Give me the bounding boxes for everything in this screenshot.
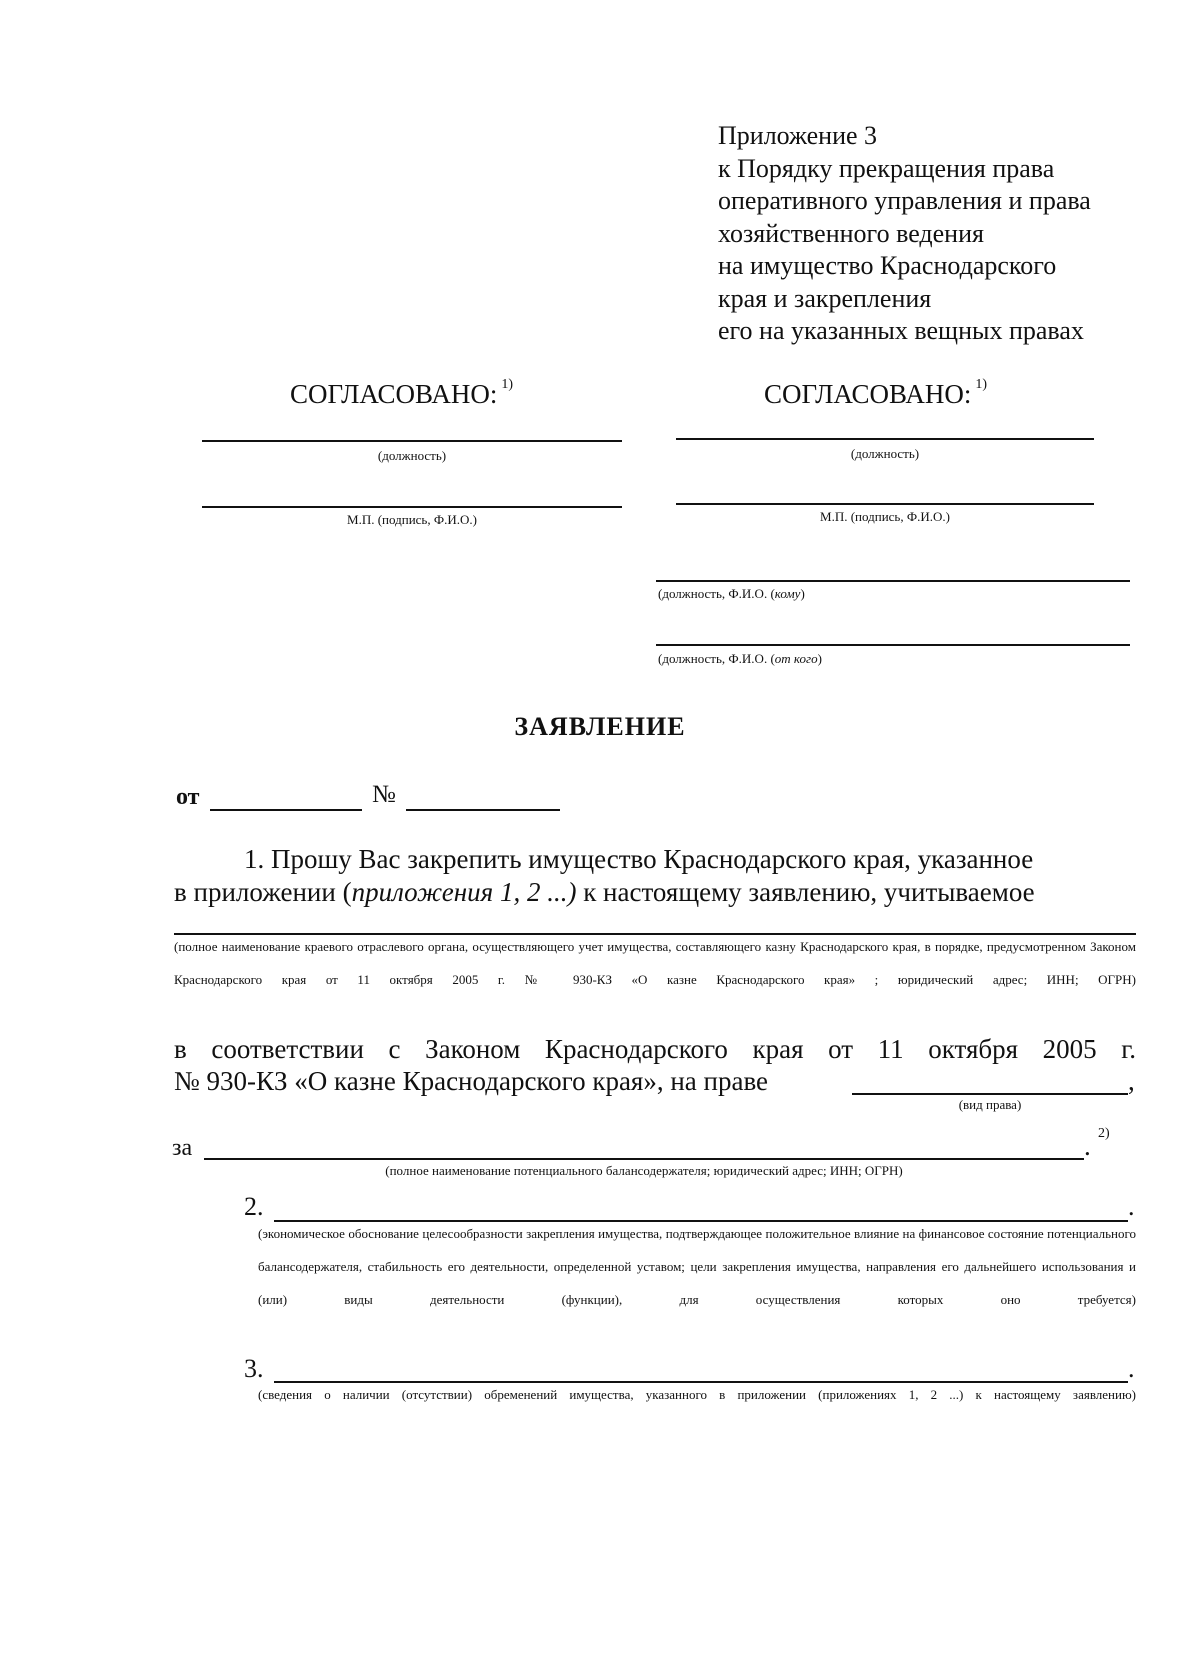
footnote-mark: 1) [975, 377, 988, 392]
for-end: . [1084, 1131, 1091, 1161]
approval-right-signature-caption: М.П. (подпись, Ф.И.О.) [820, 509, 950, 524]
addressee-to-line[interactable] [656, 580, 1130, 582]
approval-right-signature-line[interactable] [676, 503, 1094, 505]
approval-left-position-line[interactable] [202, 440, 622, 442]
number-input-line[interactable] [406, 809, 560, 811]
appendix-header [718, 120, 1091, 348]
approval-left-heading: СОГЛАСОВАНО: $^{1)}$ [290, 377, 514, 409]
holder-input-line[interactable] [204, 1158, 1084, 1160]
law-line2: № 930-КЗ «О казне Краснодарского края», на праве [174, 1066, 769, 1096]
organ-caption: (полное наименование краевого отраслевого органа, осуществляющего учет имущества, составляющего казну Краснодарского края, в порядке, предусмотренном Законом Краснодарского края от 11 октября 2005 г. № 930-КЗ «О казне Краснодарского края» ; юридический адрес; ИНН; ОГРН) [174, 939, 1136, 987]
footnote-mark: 1) [501, 377, 514, 392]
item3-end: . [1128, 1354, 1135, 1383]
approval-left-position-caption: (должность) [377, 448, 447, 463]
holder-caption: (полное наименование потенциального балансодержателя; юридический адрес; ИНН; ОГРН) [385, 1163, 903, 1178]
approval-left-signature-line[interactable] [202, 506, 622, 508]
appendix-line: к Порядку прекращения права [718, 153, 1055, 183]
addressee-from-line[interactable] [656, 644, 1130, 646]
item2-end: . [1128, 1192, 1135, 1221]
approval-left-signature-caption: М.П. (подпись, Ф.И.О.) [347, 512, 477, 527]
approval-right-position-caption: (должность) [850, 446, 920, 461]
appendix-line: хозяйственного ведения [718, 218, 984, 248]
law-line2-end: , [1128, 1066, 1135, 1096]
appendix-line: края и закрепления [718, 283, 932, 313]
appendix-line: на имущество Краснодарского [718, 251, 1057, 280]
right-type-input-line[interactable] [852, 1093, 1128, 1095]
number-label: № [372, 781, 396, 808]
document-title: ЗАЯВЛЕНИЕ [514, 712, 686, 741]
footnote-mark: 2) [1098, 1126, 1110, 1141]
appendix-line: оперативного управления и права [718, 186, 1091, 215]
addressee-to-caption: (должность, Ф.И.О. (кому) [658, 586, 805, 601]
appendix-line: его на указанных вещных правах [718, 316, 1084, 345]
law-line1: в соответствии с Законом Краснодарского края от 11 октября 2005 г. [174, 1034, 1136, 1064]
for-label: за [172, 1135, 193, 1161]
item3-number: 3. [244, 1354, 264, 1383]
appendix-line: Приложение 3 [718, 121, 878, 150]
date-from-label: от [176, 784, 200, 810]
item1-line1: 1. Прошу Вас закрепить имущество Краснодарского края, указанное [244, 844, 1034, 874]
item3-caption: (сведения о наличии (отсутствии) обременений имущества, указанного в приложении (приложениях 1, 2 ...) к настоящему заявлению) [258, 1387, 1136, 1402]
approval-right-heading: СОГЛАСОВАНО: $^{1)}$ [764, 377, 988, 409]
date-input-line[interactable] [210, 809, 362, 811]
item1-line2: в приложении (приложения 1, 2 ...) к настоящему заявлению, учитываемое [174, 877, 1035, 907]
approval-right-position-line[interactable] [676, 438, 1094, 440]
item2-caption: (экономическое обоснование целесообразности закрепления имущества, подтверждающее положительное влияние на финансовое состояние потенциального балансодержателя, стабильность его деятельности, определенной уставом; цели закрепления имущества, направления его дальнейшего использования и (или) виды деятельности (функции), для осуществления которых оно требуется) [258, 1226, 1136, 1307]
item2-number: 2. [244, 1192, 264, 1221]
right-type-caption: (вид права) [958, 1097, 1022, 1112]
addressee-from-caption: (должность, Ф.И.О. (от кого) [658, 651, 822, 666]
